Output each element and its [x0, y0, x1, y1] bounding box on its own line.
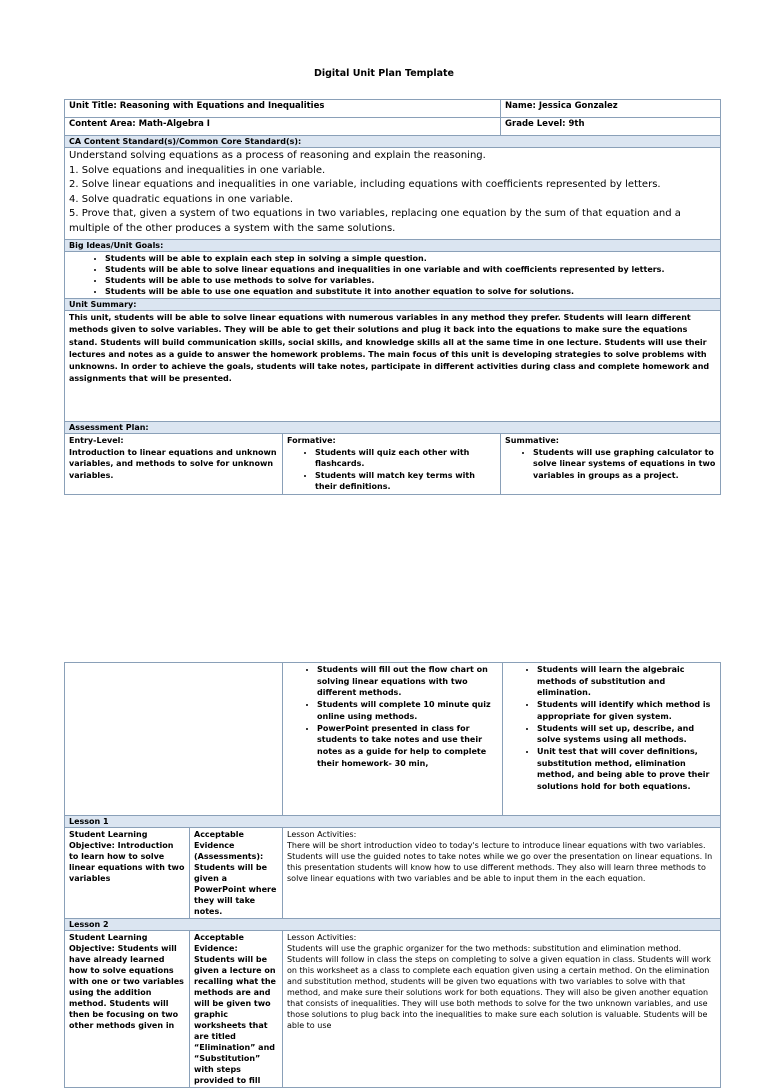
name-cell: Name: Jessica Gonzalez	[501, 100, 721, 118]
entry-level-cell-continued	[65, 663, 283, 816]
summative-label: Summative:	[505, 436, 559, 445]
list-item: • Students will identify which method is appropriate for given system.	[537, 699, 716, 722]
formative-list-continued	[287, 664, 498, 769]
lesson-1-objective: Student Learning Objective: Introduction to learn how to solve linear equations with two variables	[65, 828, 190, 919]
list-item: • Students will set up, describe, and solve systems using all methods.	[537, 723, 716, 746]
standard-line: 4. Solve quadratic equations in one variable.	[69, 193, 294, 205]
lesson-1-activities-label: Lesson Activities:	[287, 830, 357, 839]
formative-label: Formative:	[287, 436, 336, 445]
standard-line: 2. Solve linear equations and inequalities in one variable, including equations with coefficients represented by letters.	[69, 179, 661, 190]
unit-summary-heading: Unit Summary:	[65, 299, 721, 311]
unit-title-cell: Unit Title: Reasoning with Equations and Inequalities	[65, 100, 501, 118]
list-item: • Students will learn the algebraic methods of substitution and elimination.	[537, 664, 716, 699]
list-item: • Students will be able to use one equation and substitute it into another equation to solve for solutions.	[105, 286, 716, 297]
summative-list-continued	[507, 664, 716, 793]
big-ideas-heading: Big Ideas/Unit Goals:	[65, 240, 721, 252]
entry-level-text: Introduction to linear equations and unknown variables, and methods to solve for unknown variables.	[69, 447, 277, 480]
document-title: Digital Unit Plan Template	[313, 68, 454, 79]
content-area-cell: Content Area: Math-Algebra I	[65, 118, 501, 136]
entry-level-cell	[65, 434, 283, 495]
list-item: • Students will be able to explain each step in solving a simple question.	[105, 253, 716, 264]
lesson-2-heading: Lesson 2	[65, 919, 721, 931]
summative-list	[505, 447, 716, 482]
summative-cell	[501, 434, 721, 495]
formative-list	[287, 447, 496, 493]
list-item: • PowerPoint presented in class for students to take notes and use their notes as a guide for help to complete their homework- 30 min,	[317, 723, 498, 770]
list-item: • Students will be able to solve linear equations and inequalities in one variable and with coefficients represented by letters.	[105, 264, 716, 275]
standards-heading: CA Content Standard(s)/Common Core Standard(s):	[65, 136, 721, 148]
standards-body	[65, 148, 721, 240]
lesson-1-heading: Lesson 1	[65, 816, 721, 828]
list-item: • Students will complete 10 minute quiz online using methods.	[317, 699, 498, 722]
lesson-2-activities-label: Lesson Activities:	[287, 933, 357, 942]
big-ideas-body	[65, 252, 721, 299]
list-item: • Students will use graphing calculator to solve linear systems of equations in two variables in groups as a project.	[533, 447, 716, 482]
unit-plan-table	[64, 99, 721, 495]
list-item: • Students will match key terms with their definitions.	[315, 470, 496, 493]
lesson-1-activities-text: There will be short introduction video to today's lecture to introduce linear equations with two variables. Students will use the guided notes to take notes while we go over the presentation on linear equations. In this presentation students will know how to use different methods. They also will learn three methods to solve linear equations with two variables and be able to input them in the each equation.	[287, 841, 713, 883]
formative-cell	[283, 434, 501, 495]
list-item: • Students will fill out the flow chart on solving linear equations with two different methods.	[317, 664, 498, 699]
big-ideas-list	[69, 253, 716, 297]
standard-line: 1. Solve equations and inequalities in one variable.	[69, 164, 326, 176]
grade-level-cell: Grade Level: 9th	[501, 118, 721, 136]
list-item: • Students will be able to use methods to solve for variables.	[105, 275, 716, 286]
lesson-2-evidence: Acceptable Evidence: Students will be given a lecture on recalling what the methods are and will be given two graphic worksheets that are titled “Elimination” and “Substitution” with steps provided to fill	[190, 931, 283, 1088]
lesson-2-objective: Student Learning Objective: Students will have already learned how to solve equations with one or two variables using the addition method. Students will then be focusing on two other methods given in	[65, 931, 190, 1088]
summative-cell-continued	[503, 663, 721, 816]
formative-cell-continued	[283, 663, 503, 816]
unit-plan-table-continued	[64, 662, 721, 1088]
lesson-1-evidence: Acceptable Evidence (Assessments): Students will be given a PowerPoint where they will take notes.	[190, 828, 283, 919]
standard-line: 5. Prove that, given a system of two equations in two variables, replacing one equation by the sum of that equation and a multiple of the other produces a system with the same solutions.	[69, 208, 681, 234]
entry-level-label: Entry-Level:	[69, 436, 124, 445]
standard-line: Understand solving equations as a process of reasoning and explain the reasoning.	[69, 150, 486, 161]
list-item: • Unit test that will cover definitions, substitution method, elimination method, and being able to prove their solutions hold for both equations.	[537, 746, 716, 793]
assessment-heading: Assessment Plan:	[65, 422, 721, 434]
list-item: • Students will quiz each other with flashcards.	[315, 447, 496, 470]
unit-summary-body: This unit, students will be able to solve linear equations with numerous variables in any method they prefer. Students will learn different methods given to solve variables. They will be able to get their solutions and plug it back into the equations to make sure the equations stand. Students will build communication skills, social skills, and knowledge skills all at the same time in one lecture. Students will use their lectures and notes as a guide to answer the homework problems. The main focus of this unit is developing strategies to solve problems with unknowns. In order to achieve the goals, students will take notes, participate in different activities during class and complete homework and assignments that will be presented.	[65, 311, 721, 422]
lesson-2-activities	[283, 931, 721, 1088]
lesson-1-activities	[283, 828, 721, 919]
lesson-2-activities-text: Students will use the graphic organizer for the two methods: substitution and elimination method. Students will follow in class the steps on completing to solve a given equation in class. Students will work on this worksheet as a class to complete each equation given using a certain method. On the elimination and substitution method, students will be given two equations with two variables to solve with that method, and make sure their solutions work for both equations. They will also be given another equation that consists of inequalities. They will use both methods to solve for the two unknown variables, and use those solutions to plug back into the inequalities to make sure each solution is valuable. Students will be able to use	[287, 944, 711, 1030]
